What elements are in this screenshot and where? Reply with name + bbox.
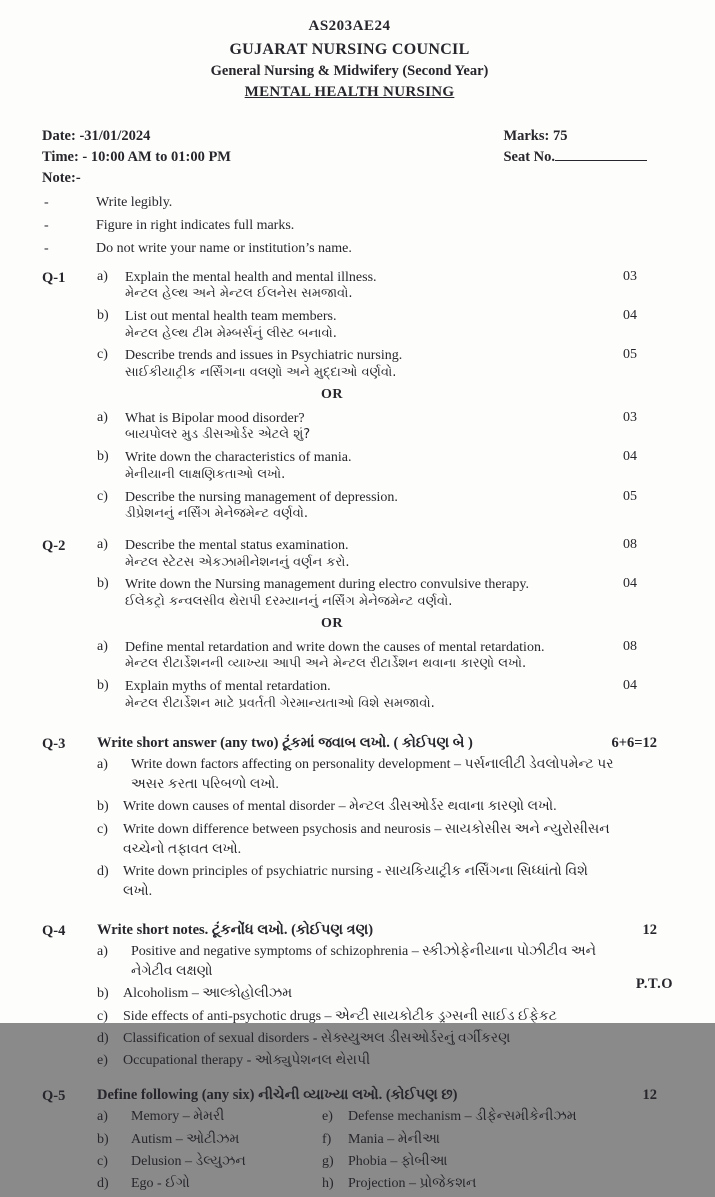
item-text: Write down factors affecting on personality development – પર્સનાલીટી ડેવલોપમેન્ટ પર અસર કરતા પરિબળો લખો.	[131, 756, 614, 792]
part-letter: a)	[97, 638, 108, 654]
item-text: Occupational therapy - ઓક્યુપેશનલ થેરાપી	[123, 1053, 371, 1069]
question-marks: 6+6=12	[611, 734, 657, 751]
part-text-gu: મેન્ટલ હેલ્થ અને મેન્ટલ ઈલનેસ સમજાવો.	[125, 286, 353, 302]
define-item	[322, 1174, 657, 1194]
part-marks: 04	[623, 449, 637, 465]
item-letter: f)	[322, 1131, 332, 1147]
item-letter: a)	[97, 1109, 108, 1125]
question-number: Q-5	[42, 1088, 66, 1105]
subject-title: MENTAL HEALTH NURSING	[244, 83, 455, 100]
item-text: Write down causes of mental disorder – મેન્ટલ ડીસઓર્ડર થવાના કારણો લખો.	[123, 799, 557, 815]
item-letter: b)	[97, 1131, 109, 1147]
part-marks: 08	[623, 638, 637, 654]
meta-left	[42, 126, 231, 189]
item-text: Ego - ઈગો	[131, 1176, 190, 1192]
part-marks: 04	[623, 576, 637, 592]
question-number: Q-4	[42, 922, 66, 939]
item-text: Memory – મેમરી	[131, 1109, 225, 1125]
item-letter: d)	[97, 864, 109, 880]
part-letter: a)	[97, 537, 108, 553]
part-letter: c)	[97, 488, 108, 504]
part-marks: 03	[623, 268, 637, 284]
seat-no-label: Seat No.	[503, 148, 555, 165]
part-marks: 05	[623, 488, 637, 504]
part-marks: 05	[623, 347, 637, 363]
part-letter: c)	[97, 347, 108, 363]
part-text-en: Describe the nursing management of depression.	[125, 489, 398, 505]
question-heading	[97, 922, 657, 939]
item-letter: d)	[97, 1030, 109, 1046]
item-text: Alcoholism – આલ્કોહોલીઝમ	[123, 986, 293, 1002]
part-text-gu: ઈલેકટ્રો કન્વલસીવ થેરાપી દરમ્યાનનું નર્સિંગ મેનેજમેન્ટ વર્ણવો.	[125, 593, 453, 609]
note-text: Do not write your name or institution’s name.	[96, 240, 352, 256]
question-number: Q-1	[42, 269, 66, 286]
question-q1	[42, 269, 657, 528]
note-dash: -	[44, 194, 49, 210]
question-heading-text: Write short notes. ટૂંકનોંધ લખો. (કોઈપણ ત્રણ)	[97, 921, 374, 938]
total-marks: Marks: 75	[503, 127, 568, 144]
item-letter: b)	[97, 799, 109, 815]
note-text: Write legibly.	[96, 194, 173, 210]
part-marks: 03	[623, 409, 637, 425]
item-letter: e)	[322, 1109, 333, 1125]
question-item	[97, 942, 657, 983]
question-part	[97, 576, 657, 610]
part-letter: b)	[97, 678, 109, 694]
page-turn-over: P.T.O	[635, 976, 673, 992]
part-text-en: Write down the Nursing management during electro convulsive therapy.	[125, 577, 530, 593]
question-item	[97, 862, 657, 903]
define-item	[322, 1152, 657, 1172]
exam-time: Time: - 10:00 AM to 01:00 PM	[42, 148, 231, 165]
paper-code: AS203AE24	[308, 18, 391, 34]
question-number: Q-2	[42, 538, 66, 555]
note-dash: -	[44, 217, 49, 233]
seat-no-blank	[555, 148, 647, 161]
note-item	[42, 214, 657, 237]
question-number: Q-3	[42, 735, 66, 752]
part-text-gu: બાયપોલર મુડ ડીસઓર્ડર એટલે શું?	[125, 427, 311, 443]
item-letter: d)	[97, 1176, 109, 1192]
question-part	[97, 537, 657, 571]
question-heading-text: Define following (any six) નીચેની વ્યાખ્યા લખો. (કોઈપણ છ)	[97, 1087, 458, 1104]
item-text: Phobia – ફોબીઆ	[348, 1154, 448, 1170]
define-item	[97, 1152, 322, 1172]
define-column-right	[322, 1107, 657, 1196]
question-q4	[42, 922, 657, 1074]
item-text: Autism – ઓટીઝમ	[131, 1131, 240, 1147]
item-letter: g)	[322, 1154, 334, 1170]
item-letter: a)	[97, 943, 108, 959]
question-item	[97, 1029, 657, 1049]
council-title: GUJARAT NURSING COUNCIL	[229, 40, 470, 58]
part-text-gu: મેન્ટલ સ્ટેટસ એકઝામીનેશનનું વર્ણન કરો.	[125, 554, 350, 570]
question-heading	[97, 1087, 657, 1104]
question-part	[97, 410, 657, 444]
part-letter: b)	[97, 449, 109, 465]
item-text: Classification of sexual disorders - સેક્સ્યુઅલ ડીસઓર્ડરનું વર્ગીકરણ	[123, 1030, 511, 1046]
part-text-gu: મેન્ટલ રીટાર્ડેશન માટે પ્રવર્તતી ગેરમાન્યતાઓ વિશે સમજાવો.	[125, 695, 435, 711]
question-part	[97, 269, 657, 303]
define-columns	[97, 1107, 657, 1196]
question-item	[97, 755, 657, 796]
meta-row	[42, 126, 657, 189]
question-q3	[42, 735, 657, 905]
question-part	[97, 678, 657, 712]
part-text-gu: ડીપ્રેશનનું નર્સિંગ મેનેજમેન્ટ વર્ણવો.	[125, 506, 309, 522]
part-marks: 04	[623, 308, 637, 324]
question-q2	[42, 537, 657, 718]
course-title: General Nursing & Midwifery (Second Year)	[210, 62, 489, 79]
note-label: Note:-	[42, 169, 81, 186]
item-letter: b)	[97, 986, 109, 1002]
question-part	[97, 347, 657, 381]
item-text: Projection – પ્રોજેકશન	[348, 1176, 477, 1192]
part-text-en: Describe trends and issues in Psychiatric nursing.	[125, 348, 403, 364]
item-text: Positive and negative symptoms of schizophrenia – સ્કીઝોફેનીયાના પોઝીટીવ અને નેગેટીવ લક્ષણો	[131, 943, 597, 979]
part-text-gu: મેન્ટલ હેલ્થ ટીમ મેમ્બર્સનું લીસ્ટ બનાવો.	[125, 325, 337, 341]
item-letter: c)	[97, 1154, 108, 1170]
part-letter: b)	[97, 576, 109, 592]
part-text-gu: સાઈકીયાટ્રીક નર્સિંગના વલણો અને મુદ્દાઓ વર્ણવો.	[125, 364, 397, 380]
question-part	[97, 489, 657, 523]
item-letter: a)	[97, 756, 108, 772]
question-marks: 12	[642, 1087, 657, 1104]
exam-date: Date: -31/01/2024	[42, 127, 151, 144]
question-marks: 12	[642, 921, 657, 938]
note-text: Figure in right indicates full marks.	[96, 217, 295, 233]
define-item	[97, 1107, 322, 1127]
part-marks: 04	[623, 678, 637, 694]
part-text-gu: મેનીયાની લાક્ષણિકતાઓ લખો.	[125, 466, 286, 482]
part-letter: b)	[97, 308, 109, 324]
define-item	[322, 1130, 657, 1150]
part-marks: 08	[623, 537, 637, 553]
item-text: Write down principles of psychiatric nursing - સાયકિયાટ્રીક નર્સિંગના સિધ્ધાંતો વિશે લખો.	[123, 864, 588, 900]
part-text-en: Define mental retardation and write down the causes of mental retardation.	[125, 639, 545, 655]
define-item	[97, 1130, 322, 1150]
question-heading	[97, 735, 657, 752]
question-item	[97, 820, 657, 861]
question-part	[97, 449, 657, 483]
or-divider: OR	[321, 386, 343, 402]
question-item	[97, 1051, 657, 1071]
note-dash: -	[44, 240, 49, 256]
item-text: Defense mechanism – ડીફેન્સમીકેનીઝમ	[348, 1109, 577, 1125]
seat-no	[503, 147, 647, 168]
or-divider: OR	[321, 615, 343, 631]
notes-list	[42, 191, 657, 260]
paper-header	[42, 16, 657, 104]
question-part	[97, 308, 657, 342]
define-item	[97, 1174, 322, 1194]
part-text-en: Describe the mental status examination.	[125, 538, 349, 554]
note-item	[42, 237, 657, 260]
part-letter: a)	[97, 409, 108, 425]
part-text-en: Explain the mental health and mental illness.	[125, 269, 377, 285]
define-item	[322, 1107, 657, 1127]
item-text: Delusion – ડેલ્યુઝન	[131, 1154, 246, 1170]
item-letter: h)	[322, 1176, 334, 1192]
question-heading-text: Write short answer (any two) ટૂંકમાં જવાબ લખો. ( કોઈપણ બે )	[97, 734, 473, 751]
item-letter: c)	[97, 1008, 108, 1024]
item-text: Write down difference between psychosis and neurosis – સાયકોસીસ અને ન્યુરોસીસન વચ્ચેનો તફાવત લખો.	[123, 821, 610, 857]
part-text-en: Explain myths of mental retardation.	[125, 679, 331, 695]
question-item	[97, 797, 657, 817]
part-text-gu: મેન્ટલ રીટાર્ડેશનની વ્યાખ્યા આપી અને મેન્ટલ રીટાર્ડેશન થવાના કારણો લખો.	[125, 656, 527, 672]
part-text-en: Write down the characteristics of mania.	[125, 450, 352, 466]
question-item	[97, 1007, 657, 1027]
note-item	[42, 191, 657, 214]
question-part	[97, 639, 657, 673]
item-letter: c)	[97, 821, 108, 837]
item-text: Side effects of anti-psychotic drugs – એન્ટી સાયકોટીક ડ્રગ્સની સાઈડ ઈફેકટ	[123, 1008, 557, 1024]
part-text-en: List out mental health team members.	[125, 309, 337, 325]
part-text-en: What is Bipolar mood disorder?	[125, 410, 305, 426]
item-letter: e)	[97, 1053, 108, 1069]
meta-right	[503, 126, 657, 189]
question-item	[97, 984, 657, 1004]
item-text: Mania – મેનીઆ	[348, 1131, 440, 1147]
part-letter: a)	[97, 268, 108, 284]
question-q5	[42, 1087, 657, 1196]
define-column-left	[97, 1107, 322, 1196]
